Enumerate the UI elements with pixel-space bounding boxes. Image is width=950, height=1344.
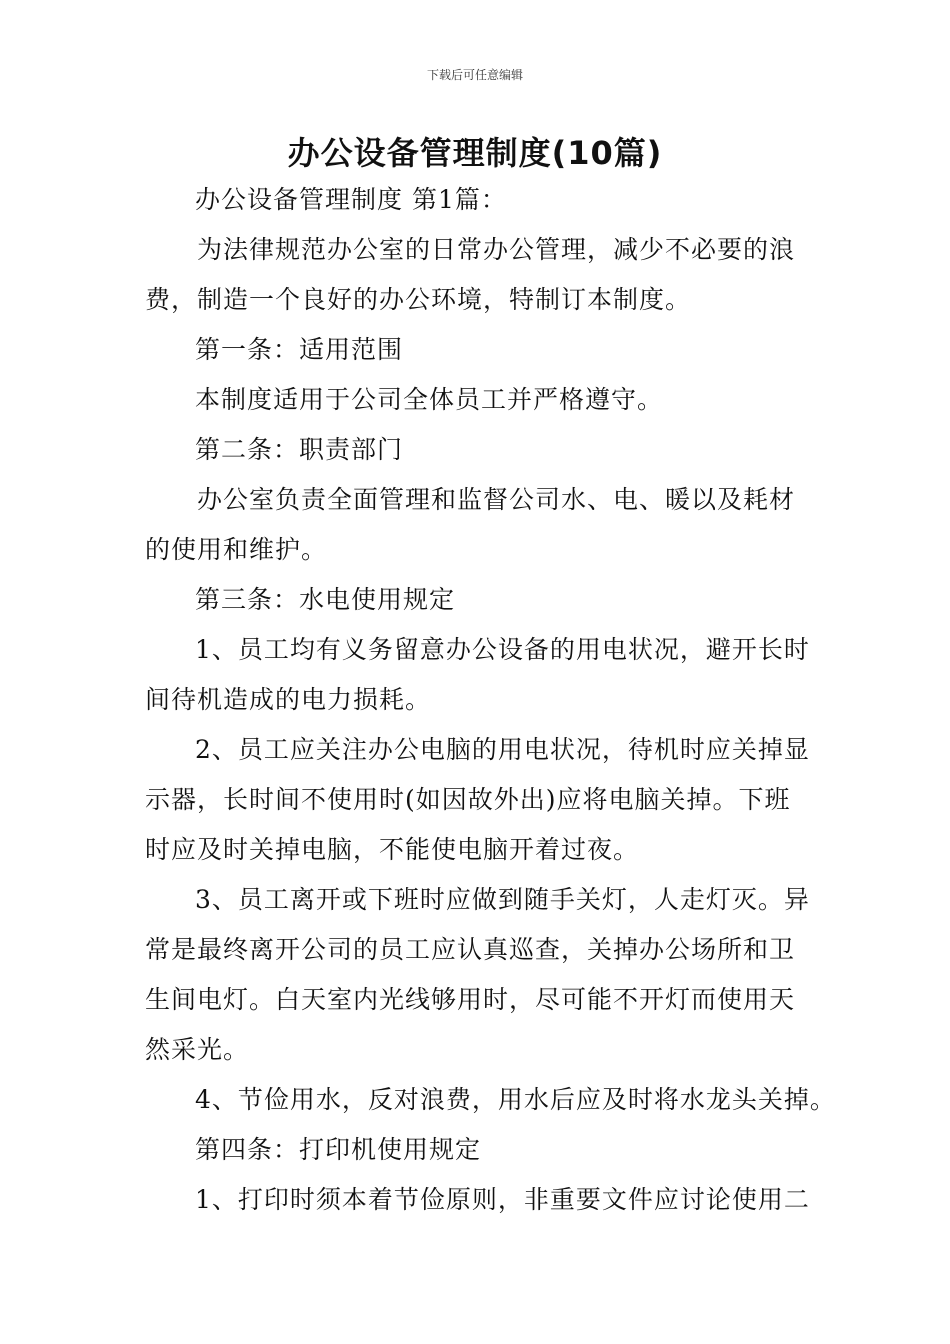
paragraph-line: 常是最终离开公司的员工应认真巡查，关掉办公场所和卫	[145, 935, 796, 964]
paragraph-line: 时应及时关掉电脑，不能使电脑开着过夜。	[145, 835, 640, 864]
paragraph-line: 1、打印时须本着节俭原则，非重要文件应讨论使用二	[195, 1185, 810, 1214]
clause-heading: 第三条：水电使用规定	[195, 585, 456, 614]
paragraph-line: 2、员工应关注办公电脑的用电状况，待机时应关掉显	[195, 735, 810, 764]
paragraph-line: 间待机造成的电力损耗。	[145, 685, 432, 714]
paragraph-line: 1、员工均有义务留意办公设备的用电状况，避开长时	[195, 635, 810, 664]
paragraph-line: 生间电灯。白天室内光线够用时，尽可能不开灯而使用天	[145, 985, 796, 1014]
paragraph-line: 的使用和维护。	[145, 535, 328, 564]
paragraph-line: 为法律规范办公室的日常办公管理，减少不必要的浪	[197, 235, 796, 264]
document-title: 办公设备管理制度(10篇)	[287, 134, 663, 172]
paragraph-line: 4、节俭用水，反对浪费，用水后应及时将水龙头关掉。	[195, 1085, 836, 1114]
paragraph-line: 3、员工离开或下班时应做到随手关灯，人走灯灭。异	[195, 885, 810, 914]
paragraph-line: 本制度适用于公司全体员工并严格遵守。	[195, 385, 664, 414]
clause-heading: 第四条：打印机使用规定	[195, 1135, 482, 1164]
clause-heading: 第一条：适用范围	[195, 335, 404, 364]
section-heading: 办公设备管理制度 第1篇：	[195, 185, 507, 214]
paragraph-line: 办公室负责全面管理和监督公司水、电、暖以及耗材	[197, 485, 796, 514]
paragraph-line: 示器，长时间不使用时(如因故外出)应将电脑关掉。下班	[145, 785, 791, 814]
paragraph-line: 然采光。	[145, 1035, 250, 1064]
clause-heading: 第二条：职责部门	[195, 435, 404, 464]
header-note: 下载后可任意编辑	[426, 68, 523, 82]
paragraph-line: 费，制造一个良好的办公环境，特制订本制度。	[145, 285, 692, 314]
